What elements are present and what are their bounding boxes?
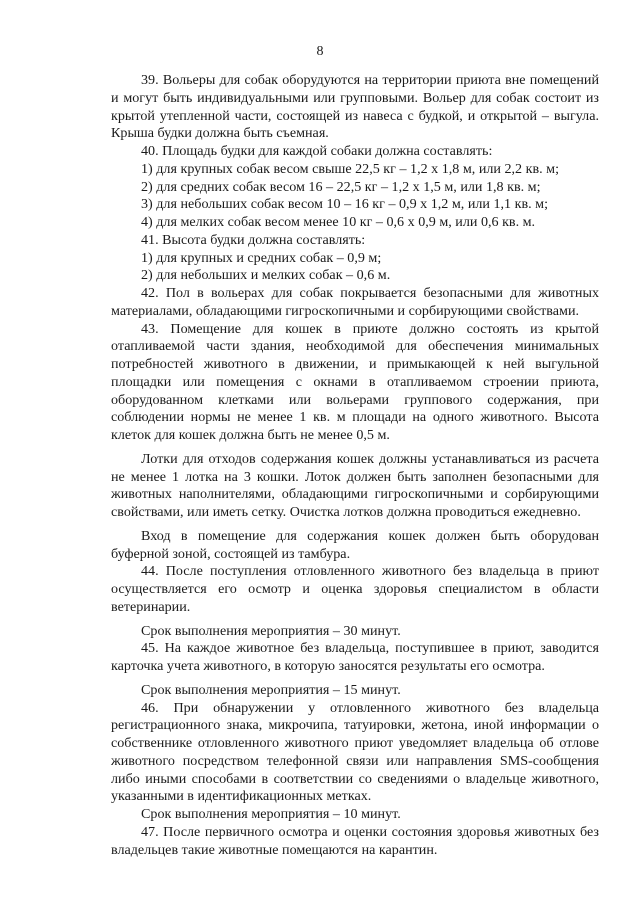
- list-item: 4) для мелких собак весом менее 10 кг – 0,6 х 0,9 м, или 0,6 кв. м.: [141, 214, 536, 230]
- paragraph-47: 47. После первичного осмотра и оценки состояния здоровья животных без владельцев такие животные помещаются на карантин.: [111, 823, 599, 858]
- paragraph-44: 44. После поступления отловленного животного без владельца в приют осуществляется его осмотр и оценка здоровья специалистом в области ветеринарии.: [111, 563, 599, 615]
- page-number: 8: [316, 44, 324, 59]
- paragraph-43: 43. Помещение для кошек в приюте должно состоять из крытой отапливаемой части здания, необходимой для обеспечения минимальных потребностей животного в движении, и примыкающей к ней выгульной площадки или помещения с окнами в отапливаемом строении приюта, оборудованном клетками или вольерами группового содержания, при соблюдении нормы не менее 1 кв. м площади на одного животного. Высота клеток для кошек должна быть не менее 0,5 м.: [111, 320, 599, 443]
- paragraph-39: 39. Вольеры для собак оборудуются на территории приюта вне помещений и могут быть индивидуальными или групповыми. Вольер для собак состоит из крытой утепленной части, состоящей из навеса с будкой, и открытой – выгула. Крыша будки должна быть съемная.: [111, 72, 599, 142]
- paragraph-42: 42. Пол в вольерах для собак покрывается безопасными для животных материалами, обладающими гигроскопичными и сорбирующими свойствами.: [111, 285, 599, 319]
- paragraph-40: 40. Площадь будки для каждой собаки должна составлять:: [141, 143, 493, 159]
- deadline-note: Срок выполнения мероприятия – 30 минут.: [141, 622, 401, 639]
- document-body: [111, 72, 599, 859]
- list-item: 2) для небольших и мелких собак – 0,6 м.: [141, 267, 391, 284]
- list-item: 3) для небольших собак весом 10 – 16 кг – 0,9 х 1,2 м, или 1,1 кв. м;: [141, 196, 548, 213]
- list-item: 1) для крупных собак весом свыше 22,5 кг – 1,2 х 1,8 м, или 2,2 кв. м;: [141, 160, 560, 177]
- deadline-note: Срок выполнения мероприятия – 10 минут.: [141, 806, 401, 822]
- paragraph-cat-room-entrance: Вход в помещение для содержания кошек должен быть оборудован буферной зоной, состоящей из тамбура.: [111, 527, 599, 562]
- paragraph-45: 45. На каждое животное без владельца, поступившее в приют, заводится карточка учета животного, в которую заносятся результаты его осмотра.: [111, 640, 599, 674]
- paragraph-litter-trays: Лотки для отходов содержания кошек должны устанавливаться из расчета не менее 1 лотка на 3 кошки. Лоток должен быть заполнен безопасными для животных наполнителями, обладающими гигроскопичными и сорбирующими свойствами, или иметь сетку. Очистка лотков должна проводиться ежедневно.: [111, 450, 599, 520]
- list-item: 1) для крупных и средних собак – 0,9 м;: [141, 249, 382, 266]
- paragraph-46: 46. При обнаружении у отловленного животного без владельца регистрационного знака, микрочипа, татуировки, жетона, иной информации о собственнике отловленного животного приют уведомляет владельца об отлове животного посредством телефонной связи или направления SMS-сообщения либо иными способами в соответствии со сведениями о владельце животного, указанными в идентификационных метках.: [111, 699, 599, 805]
- deadline-note: Срок выполнения мероприятия – 15 минут.: [141, 681, 401, 698]
- list-item: 2) для средних собак весом 16 – 22,5 кг – 1,2 х 1,5 м, или 1,8 кв. м;: [141, 178, 541, 195]
- paragraph-41: 41. Высота будки должна составлять:: [141, 231, 366, 248]
